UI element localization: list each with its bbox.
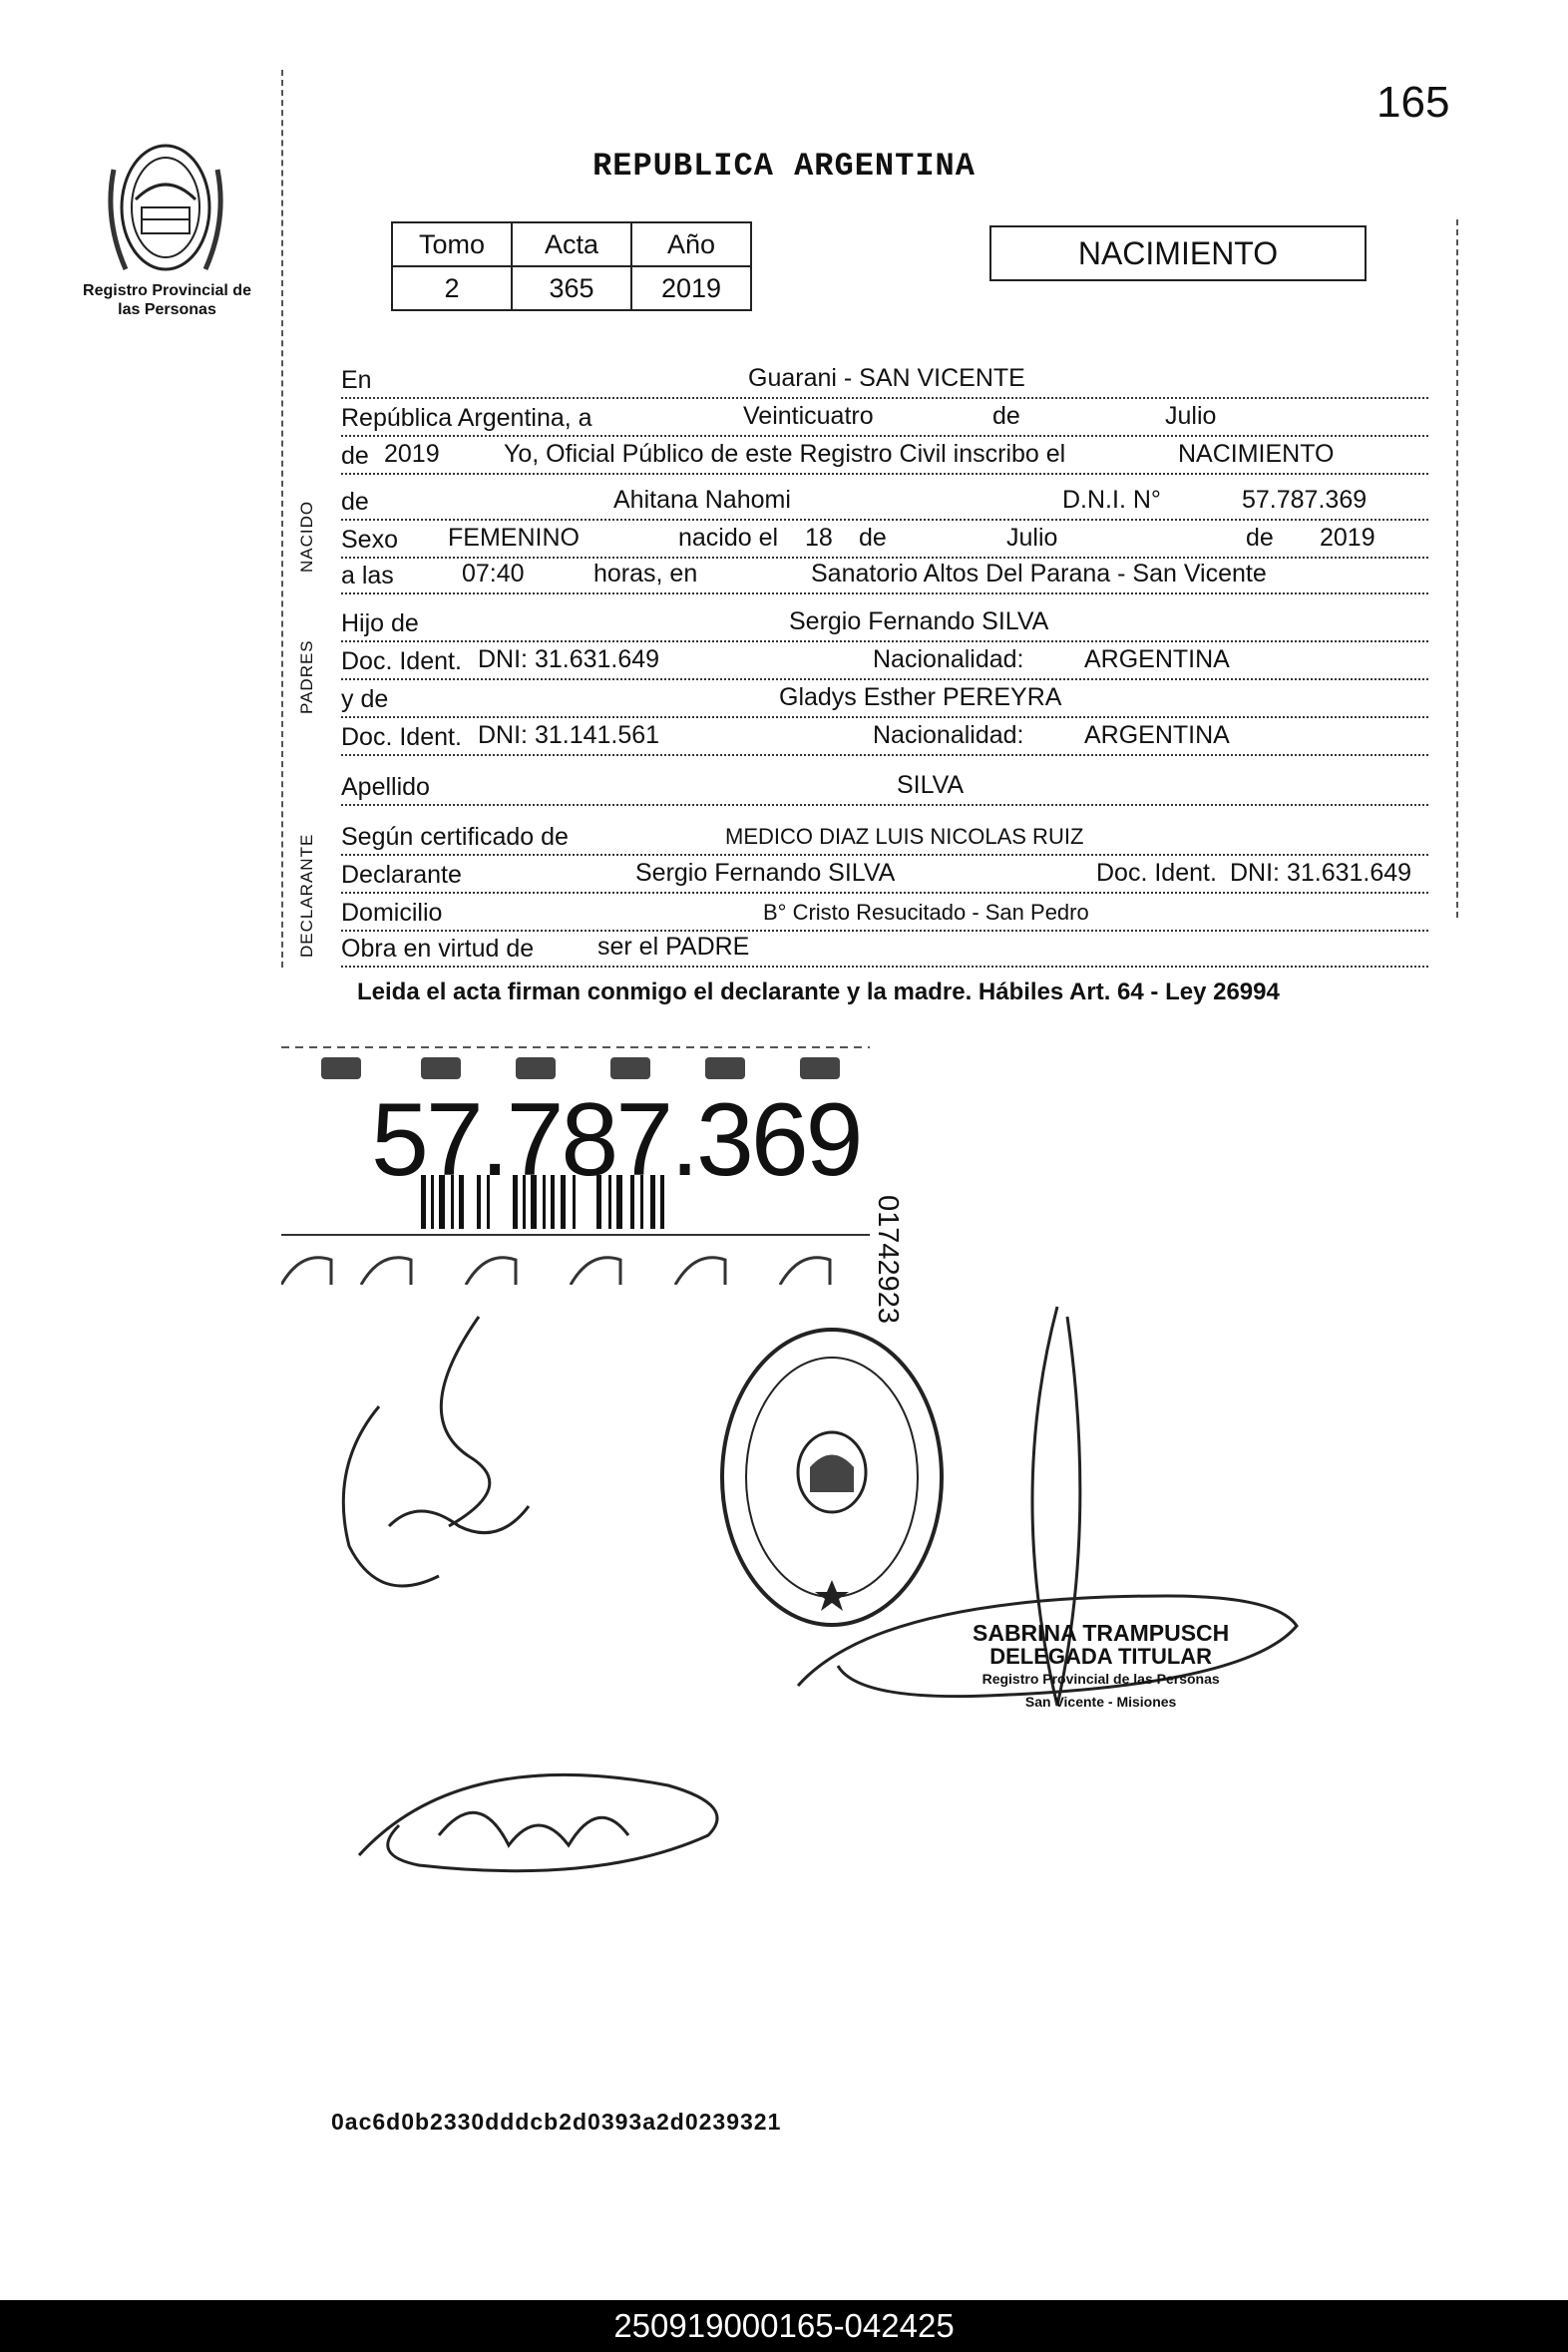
anio-header: Año bbox=[631, 222, 751, 266]
time-value: 07:40 bbox=[459, 560, 528, 588]
sexo-label: Sexo bbox=[341, 526, 402, 555]
place-value: Guarani - SAN VICENTE bbox=[745, 364, 1028, 393]
certificado-label: Según certificado de bbox=[341, 823, 573, 852]
month-value: Julio bbox=[1162, 402, 1219, 431]
de-year-label: de bbox=[341, 442, 373, 471]
form-row-declarant bbox=[341, 852, 1428, 894]
mother-nationality-value: ARGENTINA bbox=[1081, 721, 1233, 750]
declarant-doc-label: Doc. Ident. bbox=[1093, 859, 1220, 888]
acta-header: Acta bbox=[512, 222, 631, 266]
form-row-en bbox=[341, 357, 1428, 399]
form-row-father bbox=[341, 600, 1428, 642]
form-row-certificate bbox=[341, 814, 1428, 856]
reading-statement: Leida el acta firman conmigo el declarante y la madre. Hábiles Art. 64 - Ley 26994 bbox=[357, 979, 1280, 1005]
name-de-label: de bbox=[341, 488, 373, 517]
mother-nationality-label: Nacionalidad: bbox=[870, 721, 1027, 750]
dni-value: 57.787.369 bbox=[1239, 486, 1370, 515]
document-hash: 0ac6d0b2330dddcb2d0393a2d0239321 bbox=[331, 2109, 782, 2135]
officer-office-1: Registro Provincial de las Personas bbox=[981, 1671, 1220, 1687]
birth-place-value: Sanatorio Altos Del Parana - San Vicente bbox=[808, 560, 1270, 588]
a-las-label: a las bbox=[341, 562, 398, 590]
provincial-seal-icon bbox=[96, 130, 235, 289]
en-label: En bbox=[341, 366, 376, 395]
form-row-name bbox=[341, 479, 1428, 521]
registry-name: Registro Provincial de las Personas bbox=[83, 282, 251, 318]
father-nationality-value: ARGENTINA bbox=[1081, 645, 1233, 674]
form-row-oficial bbox=[341, 433, 1428, 475]
sticker-dni-number: 57.787.369 bbox=[371, 1082, 861, 1198]
form-row-mother bbox=[341, 676, 1428, 718]
act-table bbox=[391, 221, 752, 311]
republica-label: República Argentina, a bbox=[341, 404, 596, 433]
father-dni-value: DNI: 31.631.649 bbox=[475, 645, 662, 674]
declarant-dni-value: DNI: 31.631.649 bbox=[1227, 859, 1414, 888]
form-row-mother-doc bbox=[341, 714, 1428, 756]
birth-month-value: Julio bbox=[1003, 524, 1060, 553]
birth-year-de-label: de bbox=[1243, 524, 1277, 553]
yde-label: y de bbox=[341, 685, 392, 714]
mother-dni-value: DNI: 31.141.561 bbox=[475, 721, 662, 750]
side-label-declarante: DECLARANTE bbox=[297, 833, 316, 958]
capacity-value: ser el PADRE bbox=[594, 933, 752, 962]
day-words-value: Veinticuatro bbox=[740, 402, 877, 431]
form-row-capacity bbox=[341, 926, 1428, 968]
name-value: Ahitana Nahomi bbox=[610, 486, 794, 515]
act-type-value: NACIMIENTO bbox=[1175, 440, 1338, 469]
tomo-value: 2 bbox=[392, 266, 512, 310]
address-value: B° Cristo Resucitado - San Pedro bbox=[760, 900, 1092, 926]
surname-value: SILVA bbox=[894, 771, 967, 800]
officer-name: SABRINA TRAMPUSCH bbox=[973, 1620, 1230, 1646]
footer-code: 250919000165-042425 bbox=[0, 2300, 1568, 2352]
apellido-label: Apellido bbox=[341, 773, 434, 802]
left-margin-line bbox=[281, 70, 283, 968]
birth-de-label: de bbox=[856, 524, 890, 553]
declarante-label: Declarante bbox=[341, 861, 466, 890]
document-title: REPUBLICA ARGENTINA bbox=[592, 148, 976, 185]
certificate-value: MEDICO DIAZ LUIS NICOLAS RUIZ bbox=[722, 824, 1086, 850]
father-value: Sergio Fernando SILVA bbox=[786, 607, 1051, 636]
side-label-padres: PADRES bbox=[297, 639, 316, 714]
form-row-date bbox=[341, 395, 1428, 437]
father-nationality-label: Nacionalidad: bbox=[870, 645, 1027, 674]
right-margin-line bbox=[1456, 219, 1458, 918]
declarant-value: Sergio Fernando SILVA bbox=[632, 859, 898, 888]
birth-day-value: 18 bbox=[802, 524, 836, 553]
de-label: de bbox=[989, 402, 1023, 431]
horas-label: horas, en bbox=[590, 560, 700, 588]
anio-value: 2019 bbox=[631, 266, 751, 310]
page-number: 165 bbox=[1376, 78, 1450, 127]
father-doc-label: Doc. Ident. bbox=[341, 647, 466, 676]
year-value: 2019 bbox=[381, 440, 443, 469]
sticker-control-code: 01742923 bbox=[872, 1195, 904, 1325]
dni-label: D.N.I. N° bbox=[1059, 486, 1164, 515]
form-row-surname bbox=[341, 764, 1428, 806]
obra-label: Obra en virtud de bbox=[341, 935, 538, 964]
mother-value: Gladys Esther PEREYRA bbox=[776, 683, 1064, 712]
domicilio-label: Domicilio bbox=[341, 899, 446, 928]
hijo-label: Hijo de bbox=[341, 609, 423, 638]
officer-role: DELEGADA TITULAR bbox=[989, 1644, 1213, 1669]
act-type-box: NACIMIENTO bbox=[989, 225, 1367, 281]
birth-year-value: 2019 bbox=[1317, 524, 1378, 553]
sexo-value: FEMENINO bbox=[445, 524, 583, 553]
officer-block bbox=[973, 1622, 1229, 1714]
acta-value: 365 bbox=[512, 266, 631, 310]
mother-doc-label: Doc. Ident. bbox=[341, 723, 466, 752]
oficial-text: Yo, Oficial Público de este Registro Civil inscribo el bbox=[501, 440, 1068, 469]
mother-signature bbox=[339, 1716, 758, 1895]
tomo-header: Tomo bbox=[392, 222, 512, 266]
form-row-father-doc bbox=[341, 638, 1428, 680]
officer-office-2: San Vicente - Misiones bbox=[1024, 1694, 1177, 1710]
side-label-nacido: NACIDO bbox=[297, 500, 316, 573]
declarant-signature bbox=[319, 1297, 579, 1636]
form-row-time bbox=[341, 553, 1428, 594]
nacido-label: nacido el bbox=[675, 524, 781, 553]
